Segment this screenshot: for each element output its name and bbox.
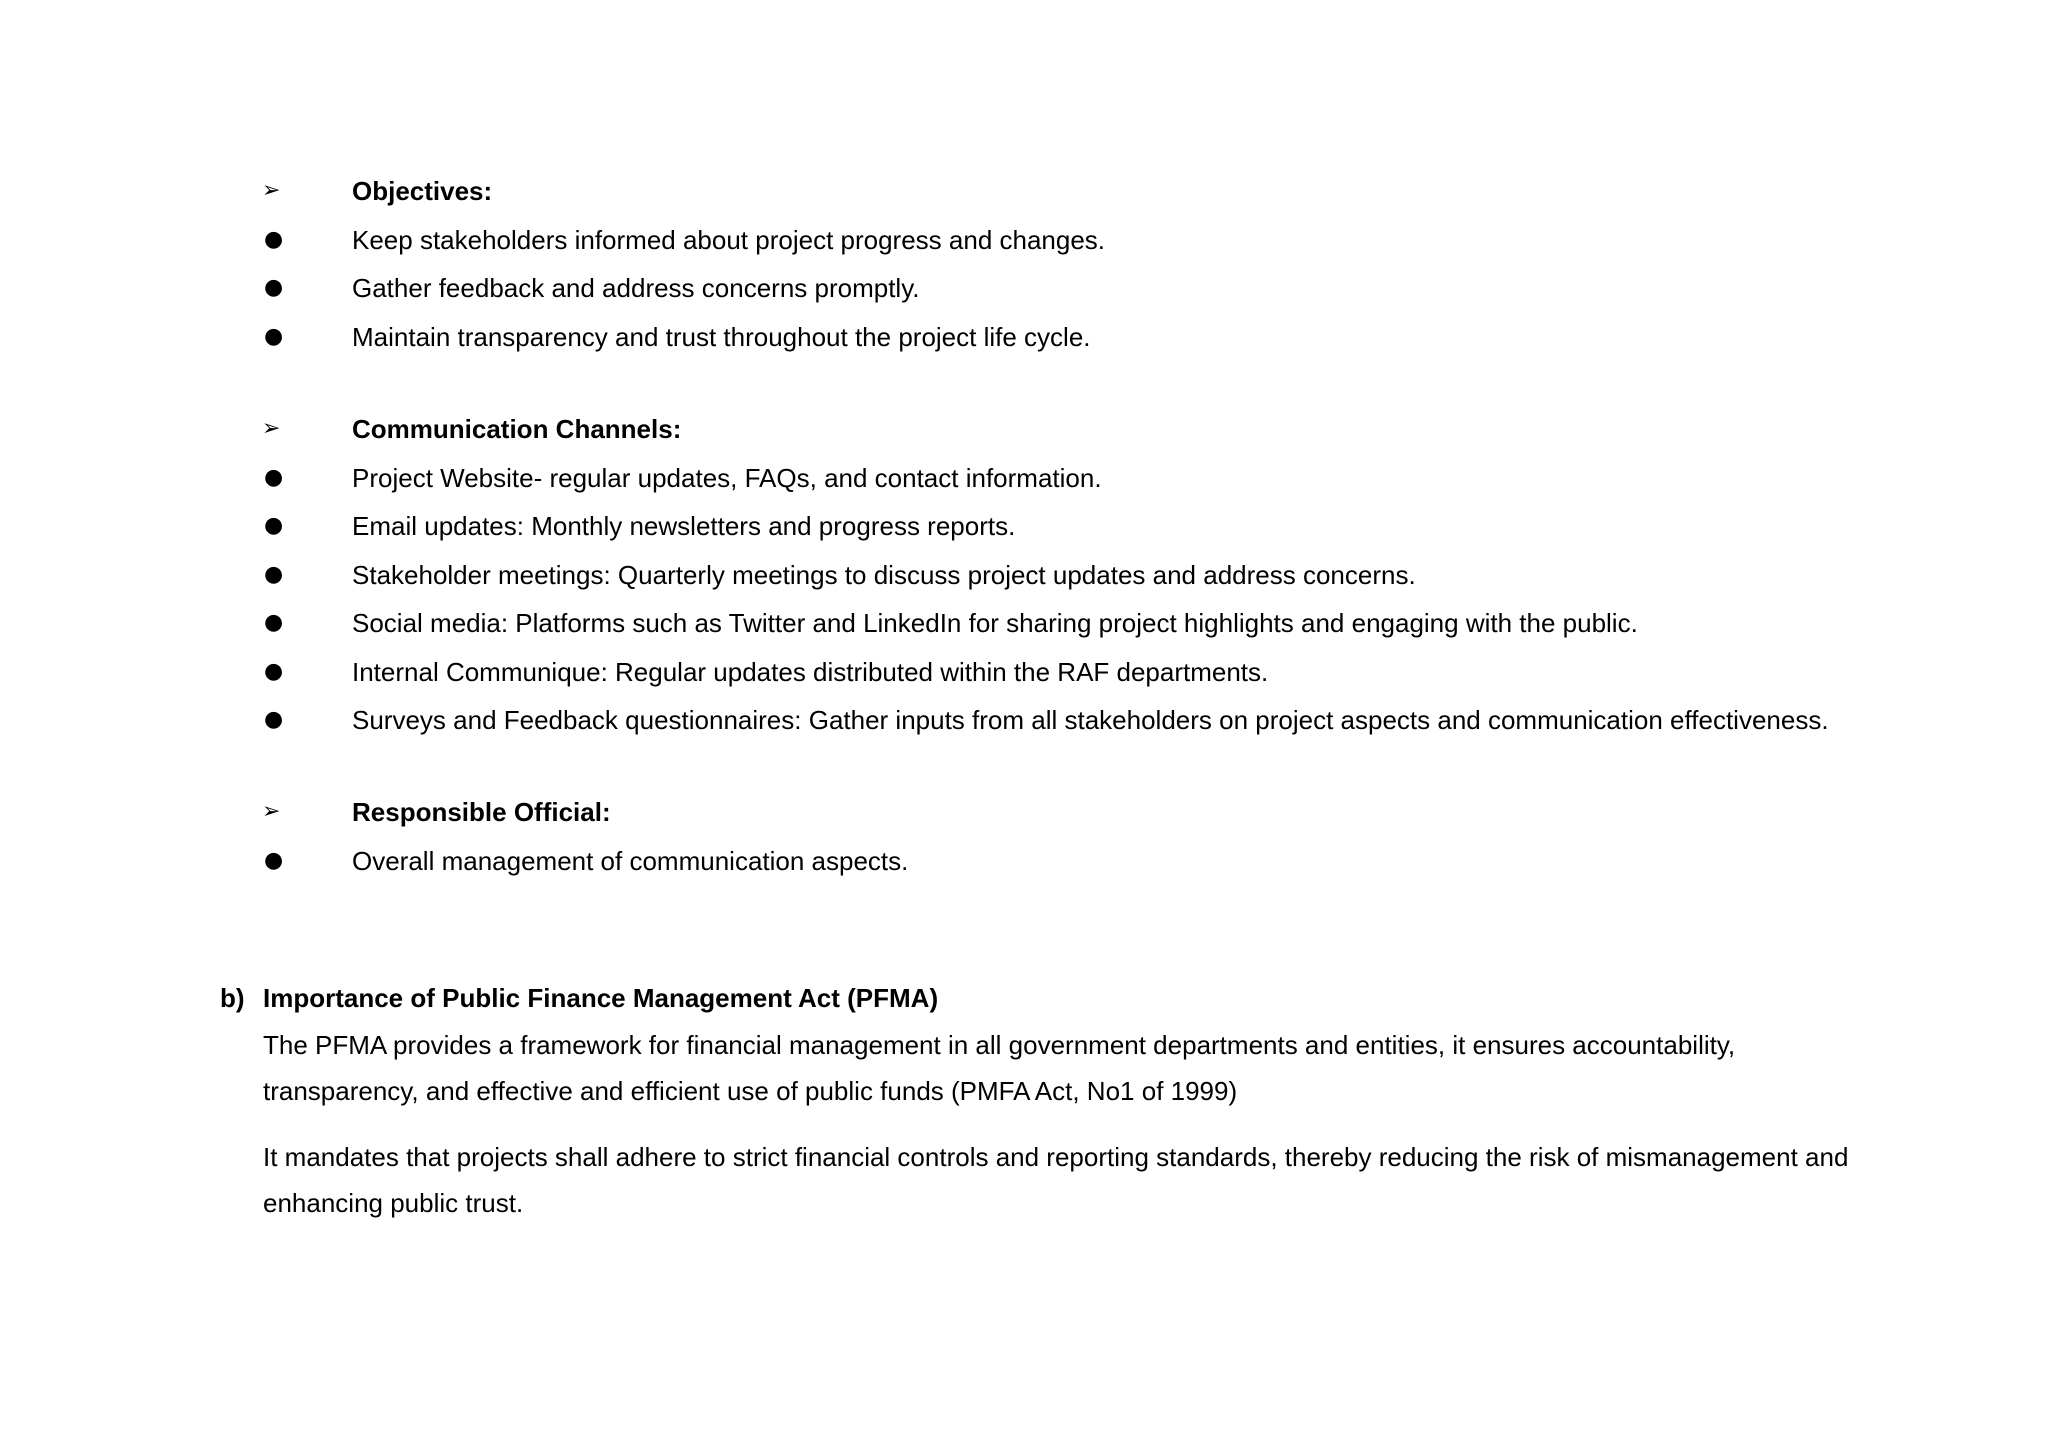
objectives-section: [0, 167, 2048, 361]
round-bullet-icon: ●: [264, 707, 284, 732]
section-b-label: b): [220, 983, 245, 1013]
list-item-text: Gather feedback and address concerns promptly.: [352, 273, 920, 303]
list-item-text: Internal Communique: Regular updates distributed within the RAF departments.: [352, 656, 1269, 687]
list-item-text: Stakeholder meetings: Quarterly meetings to discuss project updates and address concerns.: [352, 559, 1416, 590]
list-item: [0, 502, 2048, 551]
list-item: [0, 313, 2048, 362]
list-item: [0, 216, 2048, 265]
objectives-heading-row: [0, 167, 2048, 216]
list-item-text: Keep stakeholders informed about project progress and changes.: [352, 224, 1106, 255]
list-item-text: Social media: Platforms such as Twitter and LinkedIn for sharing project highlights and engaging with the public.: [352, 608, 1638, 638]
paragraph: It mandates that projects shall adhere to strict financial controls and reporting standards, thereby reducing the risk of mismanagement and enhancing public trust.: [263, 1142, 1849, 1218]
list-item-text: Email updates: Monthly newsletters and progress reports.: [352, 511, 1016, 541]
round-bullet-icon: ●: [264, 658, 284, 684]
section-b-heading: [0, 974, 2048, 1022]
channels-heading: Communication Channels:: [352, 414, 682, 444]
round-bullet-icon: ●: [264, 226, 284, 252]
round-bullet-icon: ●: [264, 610, 284, 635]
list-item: [0, 551, 2048, 600]
list-item: [0, 696, 2048, 745]
list-item: [0, 264, 2048, 313]
list-item-text: Maintain transparency and trust throughout the project life cycle.: [352, 321, 1091, 352]
channels-section: [0, 405, 2048, 745]
section-b: [0, 974, 2048, 1226]
list-item-text: Project Website- regular updates, FAQs, and contact information.: [352, 462, 1102, 493]
channels-heading-row: [0, 405, 2048, 454]
list-item-text: Overall management of communication aspects.: [352, 845, 909, 876]
responsible-section: [0, 788, 2048, 885]
list-item: [0, 648, 2048, 697]
arrowhead-bullet-icon: ➢: [262, 178, 281, 203]
round-bullet-icon: ●: [264, 561, 284, 587]
responsible-heading: Responsible Official:: [352, 797, 611, 827]
list-item: [0, 599, 2048, 648]
responsible-heading-row: [0, 788, 2048, 837]
round-bullet-icon: ●: [264, 275, 284, 300]
list-item-text: Surveys and Feedback questionnaires: Gather inputs from all stakeholders on project aspects and communication effectiveness.: [352, 705, 1829, 735]
list-item: [0, 454, 2048, 503]
objectives-heading: Objectives:: [352, 176, 493, 206]
round-bullet-icon: ●: [264, 323, 284, 349]
list-item: [0, 837, 2048, 886]
round-bullet-icon: ●: [264, 513, 284, 538]
round-bullet-icon: ●: [264, 847, 284, 873]
arrowhead-bullet-icon: ➢: [262, 416, 281, 441]
arrowhead-bullet-icon: ➢: [262, 799, 281, 824]
section-b-title: Importance of Public Finance Management Act (PFMA): [263, 983, 939, 1013]
round-bullet-icon: ●: [264, 464, 284, 490]
paragraph: The PFMA provides a framework for financial management in all government departments and entities, it ensures accountability, transparency, and effective and efficient use of public funds (PMFA Act, No1 of 1999): [263, 1030, 1736, 1106]
